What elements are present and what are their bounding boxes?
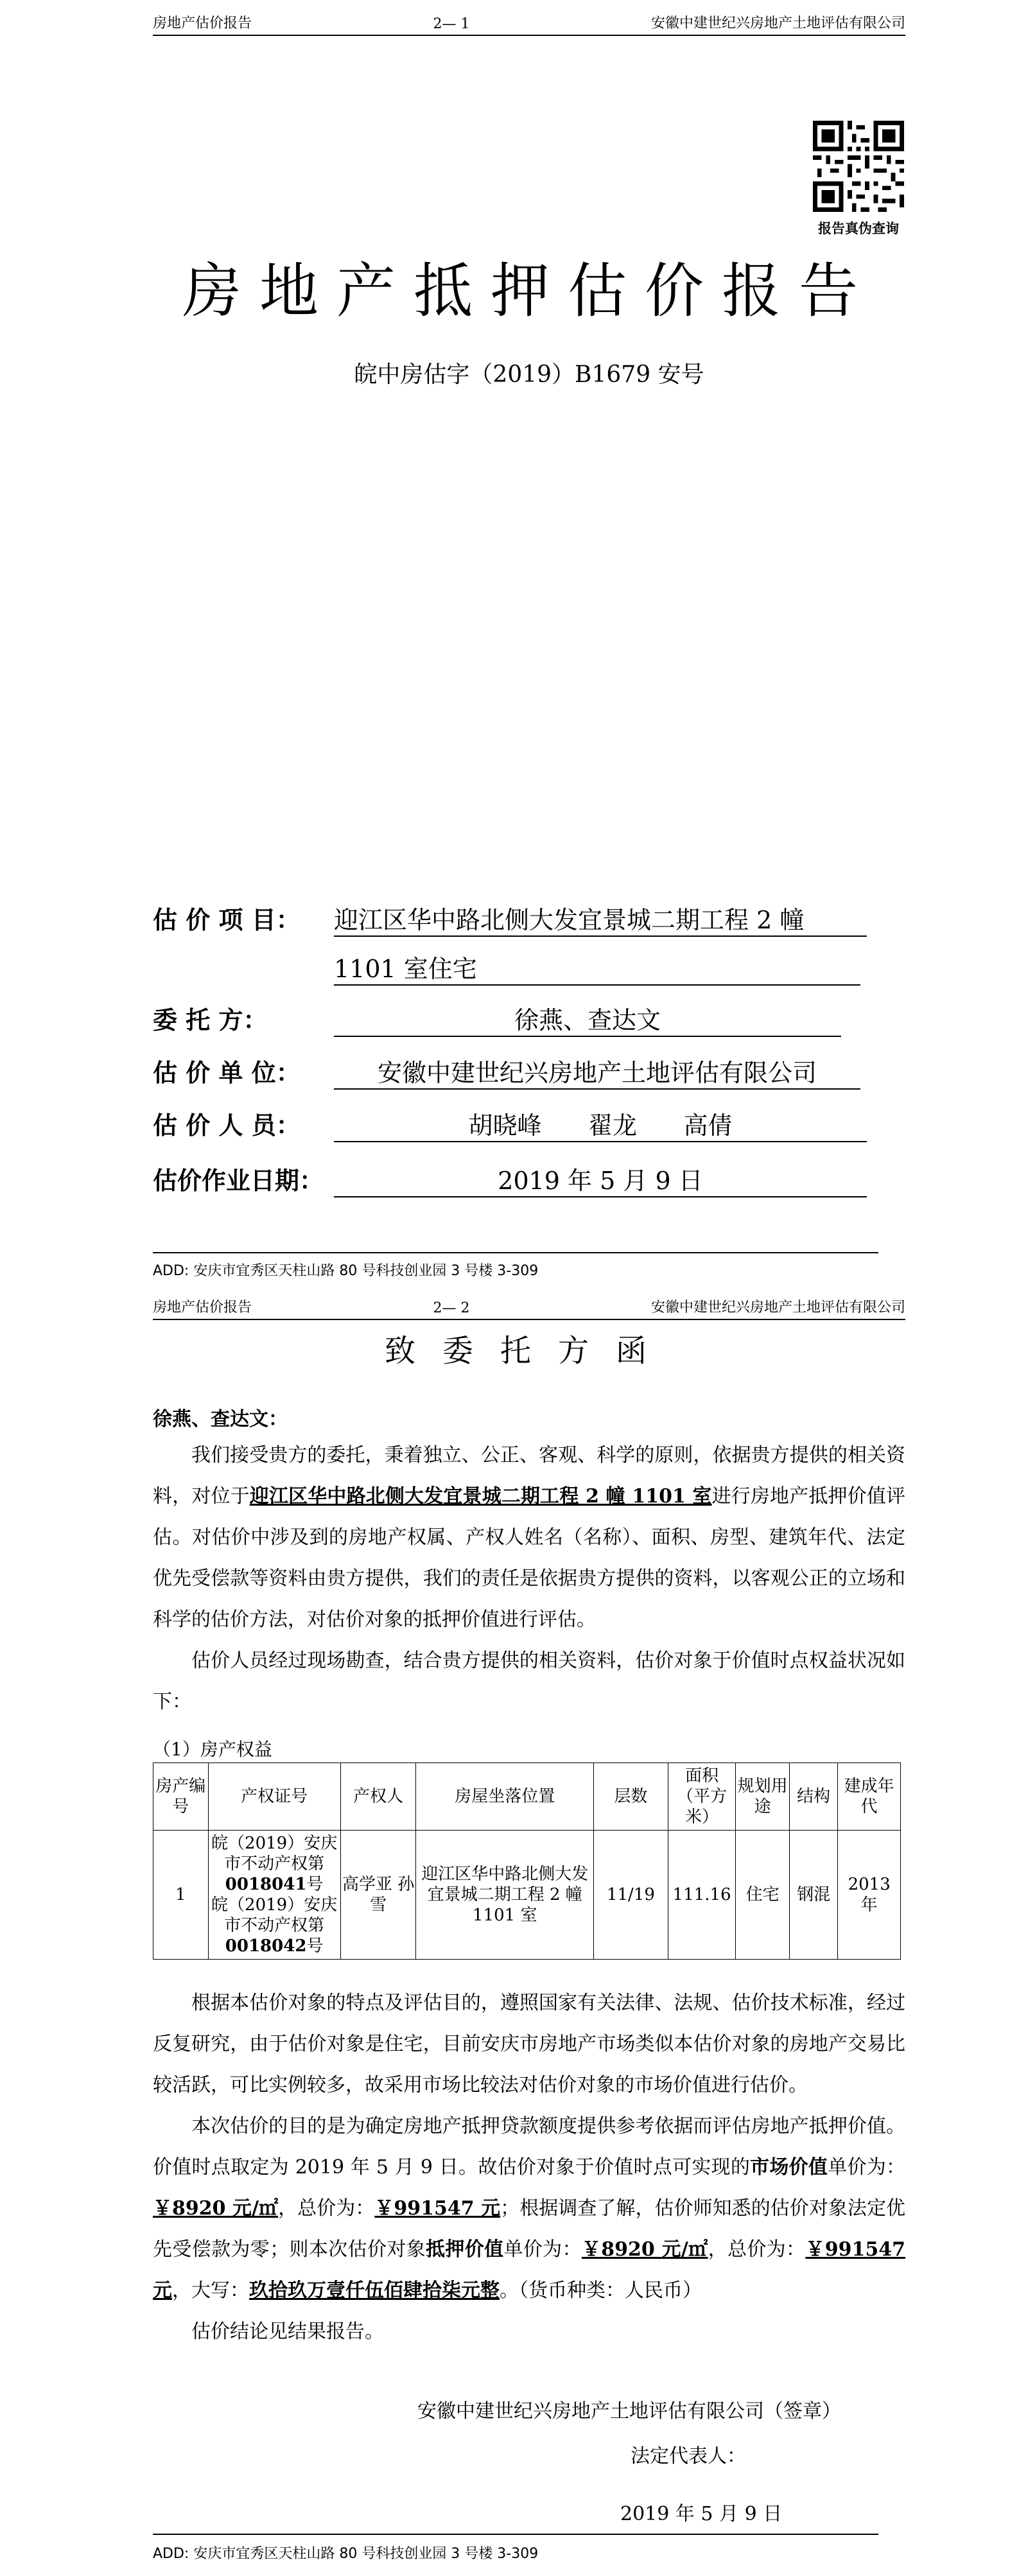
footer-address: ADD: 安庆市宜秀区天柱山路 80 号科技创业园 3 号楼 3-309 [153,1263,539,1279]
footer-divider [153,2534,878,2535]
col-header: 规划用途 [736,1763,790,1831]
market-total-price: ￥991547 元 [374,2197,501,2220]
cell-owner: 高学亚 孙 雪 [340,1831,416,1960]
property-rights-table [153,1762,901,1960]
paragraph-5: 估价结论见结果报告。 [191,2320,384,2343]
amount-in-words: 玖拾玖万壹仟伍佰肆拾柒元整 [249,2279,500,2302]
cell-year: 2013 年 [838,1831,901,1960]
market-unit-price: ￥8920 元/㎡ [153,2197,279,2220]
qr-code-icon[interactable] [813,121,904,212]
cell-cert: 皖（2019）安庆市不动产权第0018041号 皖（2019）安庆市不动产权第0018042号 [208,1831,340,1960]
col-header: 房屋坐落位置 [416,1763,594,1831]
col-header: 层数 [594,1763,668,1831]
col-header: 产权人 [340,1763,416,1831]
header-left: 房地产估价报告 [153,1300,252,1316]
report-number: 皖中房估字（2019）B1679 安号 [354,361,704,388]
paragraph-3: 根据本估价对象的特点及评估目的，遵照国家有关法律、法规、估价技术标准，经过反复研究，由于估价对象是住宅，目前安庆市房地产市场类似本估价对象的房地产交易比较活跃，可比实例较多，故采用市场比较法对估价对象的市场价值进行估价。 [153,1992,905,2096]
project-value-line1: 迎江区华中路北侧大发宜景城二期工程 2 幢 [334,900,867,937]
table-header-row [153,1763,901,1831]
signature-company: 安徽中建世纪兴房地产土地评估有限公司（签章） [417,2400,841,2423]
header-company: 安徽中建世纪兴房地产土地评估有限公司 [650,1300,905,1316]
paragraph-4: 本次估价的目的是为确定房地产抵押贷款额度提供参考依据而评估房地产抵押价值。价值时点取定为 2019 年 5 月 9 日。故估价对象于价值时点可实现的市场价值单价为：￥8920 元/㎡，总价为：￥991547 元；根据调查了解，估价师知悉的估价对象法定优先受偿款为零；则本次估价对象抵押价值单价为：￥8920 元/㎡，总价为：￥991547 元，大写：玖拾玖万壹仟伍佰肆拾柒元整。（货币种类：人民币） [153,2115,906,2302]
cell-area: 111.16 [668,1831,736,1960]
header-page-number: 2— 2 [433,1300,470,1316]
staff-label: 估 价 人 员： [153,1111,300,1140]
footer-address: ADD: 安庆市宜秀区天柱山路 80 号科技创业园 3 号楼 3-309 [153,2546,539,2562]
table-caption: （1）房产权益 [153,1739,272,1760]
signature-date: 2019 年 5 月 9 日 [620,2503,783,2525]
footer-divider [153,1252,878,1253]
mortgage-unit-price: ￥8920 元/㎡ [581,2238,708,2261]
header-page-number: 2— 1 [433,16,470,32]
letter-greeting: 徐燕、查达文： [153,1408,288,1431]
client-label: 委 托 方： [153,1006,268,1034]
date-value: 2019 年 5 月 9 日 [334,1161,867,1197]
property-address-highlight: 迎江区华中路北侧大发宜景城二期工程 2 幢 1101 室 [249,1485,712,1508]
date-label: 估价作业日期： [153,1167,324,1195]
staff-value: 胡晓峰 翟龙 高倩 [334,1106,867,1142]
col-header: 结构 [789,1763,837,1831]
cell-location: 迎江区华中路北侧大发宜景城二期工程 2 幢 1101 室 [416,1831,594,1960]
qr-caption: 报告真伪查询 [818,221,899,236]
header-company: 安徽中建世纪兴房地产土地评估有限公司 [650,15,905,31]
header-left: 房地产估价报告 [153,15,252,31]
cell-structure: 钢混 [789,1831,837,1960]
col-header: 房产编号 [153,1763,209,1831]
cell-no: 1 [153,1831,209,1960]
market-value-term: 市场价值 [750,2156,828,2179]
report-title: 房地产抵押估价报告 [182,257,876,326]
cell-floors: 11/19 [594,1831,668,1960]
col-header: 面积（平方米） [668,1763,736,1831]
col-header: 建成年代 [838,1763,901,1831]
table-row [153,1831,901,1960]
page-header [153,6,905,36]
project-label: 估 价 项 目： [153,906,300,934]
mortgage-value-term: 抵押价值 [426,2238,504,2261]
unit-label: 估 价 单 位： [153,1059,300,1087]
col-header: 产权证号 [208,1763,340,1831]
page-header-2 [153,1291,905,1320]
unit-value: 安徽中建世纪兴房地产土地评估有限公司 [334,1053,860,1090]
mortgage-total-price: ￥991547 元 [153,2238,906,2302]
paragraph-1: 我们接受贵方的委托，秉着独立、公正、客观、科学的原则，依据贵方提供的相关资料，对位于迎江区华中路北侧大发宜景城二期工程 2 幢 1101 室进行房地产抵押价值评估。对估价中涉及到的房地产权属、产权人姓名（名称）、面积、房型、建筑年代、法定优先受偿款等资料由贵方提供，我们的责任是依据贵方提供的资料，以客观公正的立场和科学的估价方法，对估价对象的抵押价值进行评估。 [153,1444,905,1631]
client-value: 徐燕、查达文 [334,1000,841,1037]
letter-title: 致委托方函 [384,1333,674,1369]
signature-representative: 法定代表人： [631,2445,746,2467]
paragraph-2: 估价人员经过现场勘查，结合贵方提供的相关资料，估价对象于价值时点权益状况如下： [153,1649,905,1713]
cell-use: 住宅 [736,1831,790,1960]
project-value-line2: 1101 室住宅 [334,949,860,986]
